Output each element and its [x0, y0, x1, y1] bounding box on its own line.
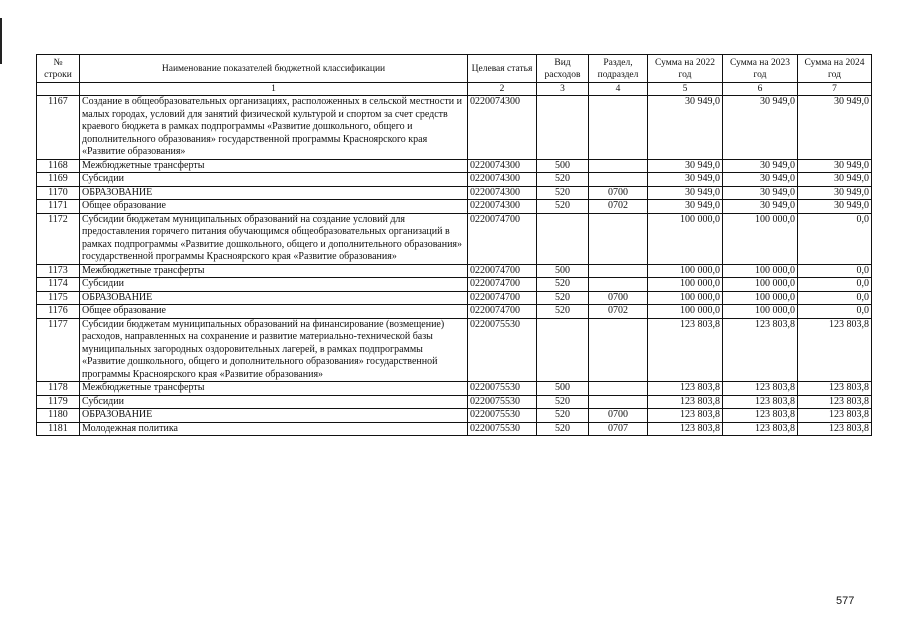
expense-type-cell: [537, 318, 589, 382]
section-cell: 0700: [589, 409, 648, 423]
target-article-cell: 0220074300: [468, 186, 537, 200]
section-cell: [589, 318, 648, 382]
sum-2024-cell: 0,0: [798, 264, 872, 278]
table-row: [37, 278, 872, 292]
column-number: 4: [589, 83, 648, 96]
target-article-cell: 0220074700: [468, 264, 537, 278]
target-article-cell: 0220074300: [468, 200, 537, 214]
sum-2022-cell: 30 949,0: [648, 200, 723, 214]
sum-2022-cell: 30 949,0: [648, 159, 723, 173]
sum-2022-cell: 123 803,8: [648, 422, 723, 436]
indicator-name-cell: ОБРАЗОВАНИЕ: [80, 291, 468, 305]
sum-2023-cell: 30 949,0: [723, 159, 798, 173]
row-number-cell: 1173: [37, 264, 80, 278]
sum-2023-cell: 30 949,0: [723, 186, 798, 200]
expense-type-cell: 500: [537, 382, 589, 396]
section-cell: [589, 96, 648, 160]
sum-2022-cell: 100 000,0: [648, 278, 723, 292]
header-row-number: № строки: [37, 55, 80, 83]
target-article-cell: 0220074300: [468, 173, 537, 187]
indicator-name-cell: Субсидии бюджетам муниципальных образований на финансирование (возмещение) расходов, направленных на сохранение и развитие материально-технической базы муниципальных загородных оздоровительных лагерей, в рамках подпрограммы «Развитие дошкольного, общего и дополнительного образования» государственной программы Красноярского края «Развитие образования»: [80, 318, 468, 382]
table-row: [37, 159, 872, 173]
column-number: 1: [80, 83, 468, 96]
table-row: [37, 186, 872, 200]
sum-2023-cell: 123 803,8: [723, 382, 798, 396]
sum-2022-cell: 123 803,8: [648, 382, 723, 396]
expense-type-cell: 520: [537, 395, 589, 409]
indicator-name-cell: Общее образование: [80, 305, 468, 319]
sum-2023-cell: 30 949,0: [723, 173, 798, 187]
expense-type-cell: 520: [537, 186, 589, 200]
section-cell: [589, 264, 648, 278]
expense-type-cell: 520: [537, 291, 589, 305]
scan-edge-line: [0, 18, 2, 64]
target-article-cell: 0220074700: [468, 291, 537, 305]
sum-2022-cell: 100 000,0: [648, 305, 723, 319]
sum-2024-cell: 0,0: [798, 278, 872, 292]
section-cell: 0702: [589, 305, 648, 319]
expense-type-cell: [537, 96, 589, 160]
row-number-cell: 1171: [37, 200, 80, 214]
sum-2022-cell: 30 949,0: [648, 173, 723, 187]
indicator-name-cell: Создание в общеобразовательных организациях, расположенных в сельской местности и малых городах, условий для занятий физической культурой и спортом за счет средств краевого бюджета в рамках подпрограммы «Развитие дошкольного, общего и дополнительного образования» государственной программы Красноярского края «Развитие образования»: [80, 96, 468, 160]
column-number-row: [37, 83, 872, 96]
expense-type-cell: 520: [537, 409, 589, 423]
row-number-cell: 1172: [37, 213, 80, 264]
indicator-name-cell: Межбюджетные трансферты: [80, 159, 468, 173]
header-indicator-name: Наименование показателей бюджетной классификации: [80, 55, 468, 83]
row-number-cell: 1179: [37, 395, 80, 409]
sum-2023-cell: 123 803,8: [723, 422, 798, 436]
indicator-name-cell: Межбюджетные трансферты: [80, 264, 468, 278]
sum-2024-cell: 0,0: [798, 291, 872, 305]
section-cell: 0700: [589, 291, 648, 305]
sum-2024-cell: 0,0: [798, 213, 872, 264]
sum-2022-cell: 30 949,0: [648, 96, 723, 160]
sum-2024-cell: 123 803,8: [798, 409, 872, 423]
sum-2022-cell: 100 000,0: [648, 213, 723, 264]
expense-type-cell: 520: [537, 422, 589, 436]
row-number-cell: 1178: [37, 382, 80, 396]
target-article-cell: 0220075530: [468, 409, 537, 423]
sum-2023-cell: 100 000,0: [723, 305, 798, 319]
column-number: 2: [468, 83, 537, 96]
target-article-cell: 0220075530: [468, 395, 537, 409]
table-row: [37, 213, 872, 264]
table-body: [37, 96, 872, 436]
indicator-name-cell: Молодежная политика: [80, 422, 468, 436]
row-number-cell: 1168: [37, 159, 80, 173]
sum-2024-cell: 30 949,0: [798, 186, 872, 200]
row-number-cell: 1174: [37, 278, 80, 292]
sum-2022-cell: 123 803,8: [648, 318, 723, 382]
section-cell: 0700: [589, 186, 648, 200]
header-target-article: Целевая статья: [468, 55, 537, 83]
sum-2024-cell: 30 949,0: [798, 173, 872, 187]
sum-2023-cell: 100 000,0: [723, 291, 798, 305]
section-cell: 0707: [589, 422, 648, 436]
page-number: 577: [836, 595, 855, 607]
target-article-cell: 0220074700: [468, 278, 537, 292]
indicator-name-cell: Субсидии бюджетам муниципальных образований на создание условий для предоставления горячего питания обучающимся общеобразовательных организаций в рамках подпрограммы «Развитие дошкольного, общего и дополнительного образования» государственной программы Красноярского края «Развитие образования»: [80, 213, 468, 264]
target-article-cell: 0220074300: [468, 96, 537, 160]
column-number: 7: [798, 83, 872, 96]
expense-type-cell: 500: [537, 264, 589, 278]
sum-2024-cell: 123 803,8: [798, 395, 872, 409]
sum-2023-cell: 123 803,8: [723, 395, 798, 409]
target-article-cell: 0220075530: [468, 422, 537, 436]
table-row: [37, 318, 872, 382]
expense-type-cell: [537, 213, 589, 264]
table-row: [37, 200, 872, 214]
expense-type-cell: 520: [537, 278, 589, 292]
row-number-cell: 1176: [37, 305, 80, 319]
table-row: [37, 395, 872, 409]
table-row: [37, 96, 872, 160]
sum-2024-cell: 30 949,0: [798, 159, 872, 173]
sum-2023-cell: 100 000,0: [723, 264, 798, 278]
table-row: [37, 409, 872, 423]
sum-2024-cell: 123 803,8: [798, 318, 872, 382]
sum-2023-cell: 30 949,0: [723, 200, 798, 214]
table-row: [37, 264, 872, 278]
sum-2024-cell: 123 803,8: [798, 422, 872, 436]
column-number: 5: [648, 83, 723, 96]
section-cell: [589, 382, 648, 396]
indicator-name-cell: Общее образование: [80, 200, 468, 214]
row-number-cell: 1175: [37, 291, 80, 305]
sum-2024-cell: 123 803,8: [798, 382, 872, 396]
sum-2022-cell: 123 803,8: [648, 409, 723, 423]
table-row: [37, 382, 872, 396]
indicator-name-cell: Субсидии: [80, 173, 468, 187]
row-number-cell: 1177: [37, 318, 80, 382]
section-cell: [589, 278, 648, 292]
header-sum-2022: Сумма на 2022 год: [648, 55, 723, 83]
header-expense-type: Вид расходов: [537, 55, 589, 83]
indicator-name-cell: Межбюджетные трансферты: [80, 382, 468, 396]
header-section: Раздел, подраздел: [589, 55, 648, 83]
column-number: [37, 83, 80, 96]
column-number: 6: [723, 83, 798, 96]
header-sum-2024: Сумма на 2024 год: [798, 55, 872, 83]
target-article-cell: 0220075530: [468, 382, 537, 396]
table-row: [37, 173, 872, 187]
target-article-cell: 0220075530: [468, 318, 537, 382]
section-cell: [589, 395, 648, 409]
budget-table: [36, 54, 872, 436]
sum-2023-cell: 123 803,8: [723, 318, 798, 382]
row-number-cell: 1170: [37, 186, 80, 200]
header-sum-2023: Сумма на 2023 год: [723, 55, 798, 83]
table-row: [37, 422, 872, 436]
row-number-cell: 1181: [37, 422, 80, 436]
sum-2024-cell: 30 949,0: [798, 96, 872, 160]
expense-type-cell: 500: [537, 159, 589, 173]
expense-type-cell: 520: [537, 200, 589, 214]
sum-2022-cell: 100 000,0: [648, 291, 723, 305]
section-cell: [589, 173, 648, 187]
column-number: 3: [537, 83, 589, 96]
header-row: [37, 55, 872, 83]
row-number-cell: 1180: [37, 409, 80, 423]
section-cell: [589, 159, 648, 173]
sum-2024-cell: 0,0: [798, 305, 872, 319]
table-row: [37, 291, 872, 305]
target-article-cell: 0220074700: [468, 213, 537, 264]
section-cell: [589, 213, 648, 264]
indicator-name-cell: Субсидии: [80, 278, 468, 292]
expense-type-cell: 520: [537, 305, 589, 319]
sum-2024-cell: 30 949,0: [798, 200, 872, 214]
target-article-cell: 0220074700: [468, 305, 537, 319]
target-article-cell: 0220074300: [468, 159, 537, 173]
sum-2022-cell: 100 000,0: [648, 264, 723, 278]
table-row: [37, 305, 872, 319]
row-number-cell: 1167: [37, 96, 80, 160]
section-cell: 0702: [589, 200, 648, 214]
row-number-cell: 1169: [37, 173, 80, 187]
sum-2022-cell: 123 803,8: [648, 395, 723, 409]
indicator-name-cell: ОБРАЗОВАНИЕ: [80, 186, 468, 200]
sum-2023-cell: 30 949,0: [723, 96, 798, 160]
indicator-name-cell: ОБРАЗОВАНИЕ: [80, 409, 468, 423]
sum-2023-cell: 123 803,8: [723, 409, 798, 423]
expense-type-cell: 520: [537, 173, 589, 187]
indicator-name-cell: Субсидии: [80, 395, 468, 409]
sum-2023-cell: 100 000,0: [723, 213, 798, 264]
sum-2022-cell: 30 949,0: [648, 186, 723, 200]
sum-2023-cell: 100 000,0: [723, 278, 798, 292]
